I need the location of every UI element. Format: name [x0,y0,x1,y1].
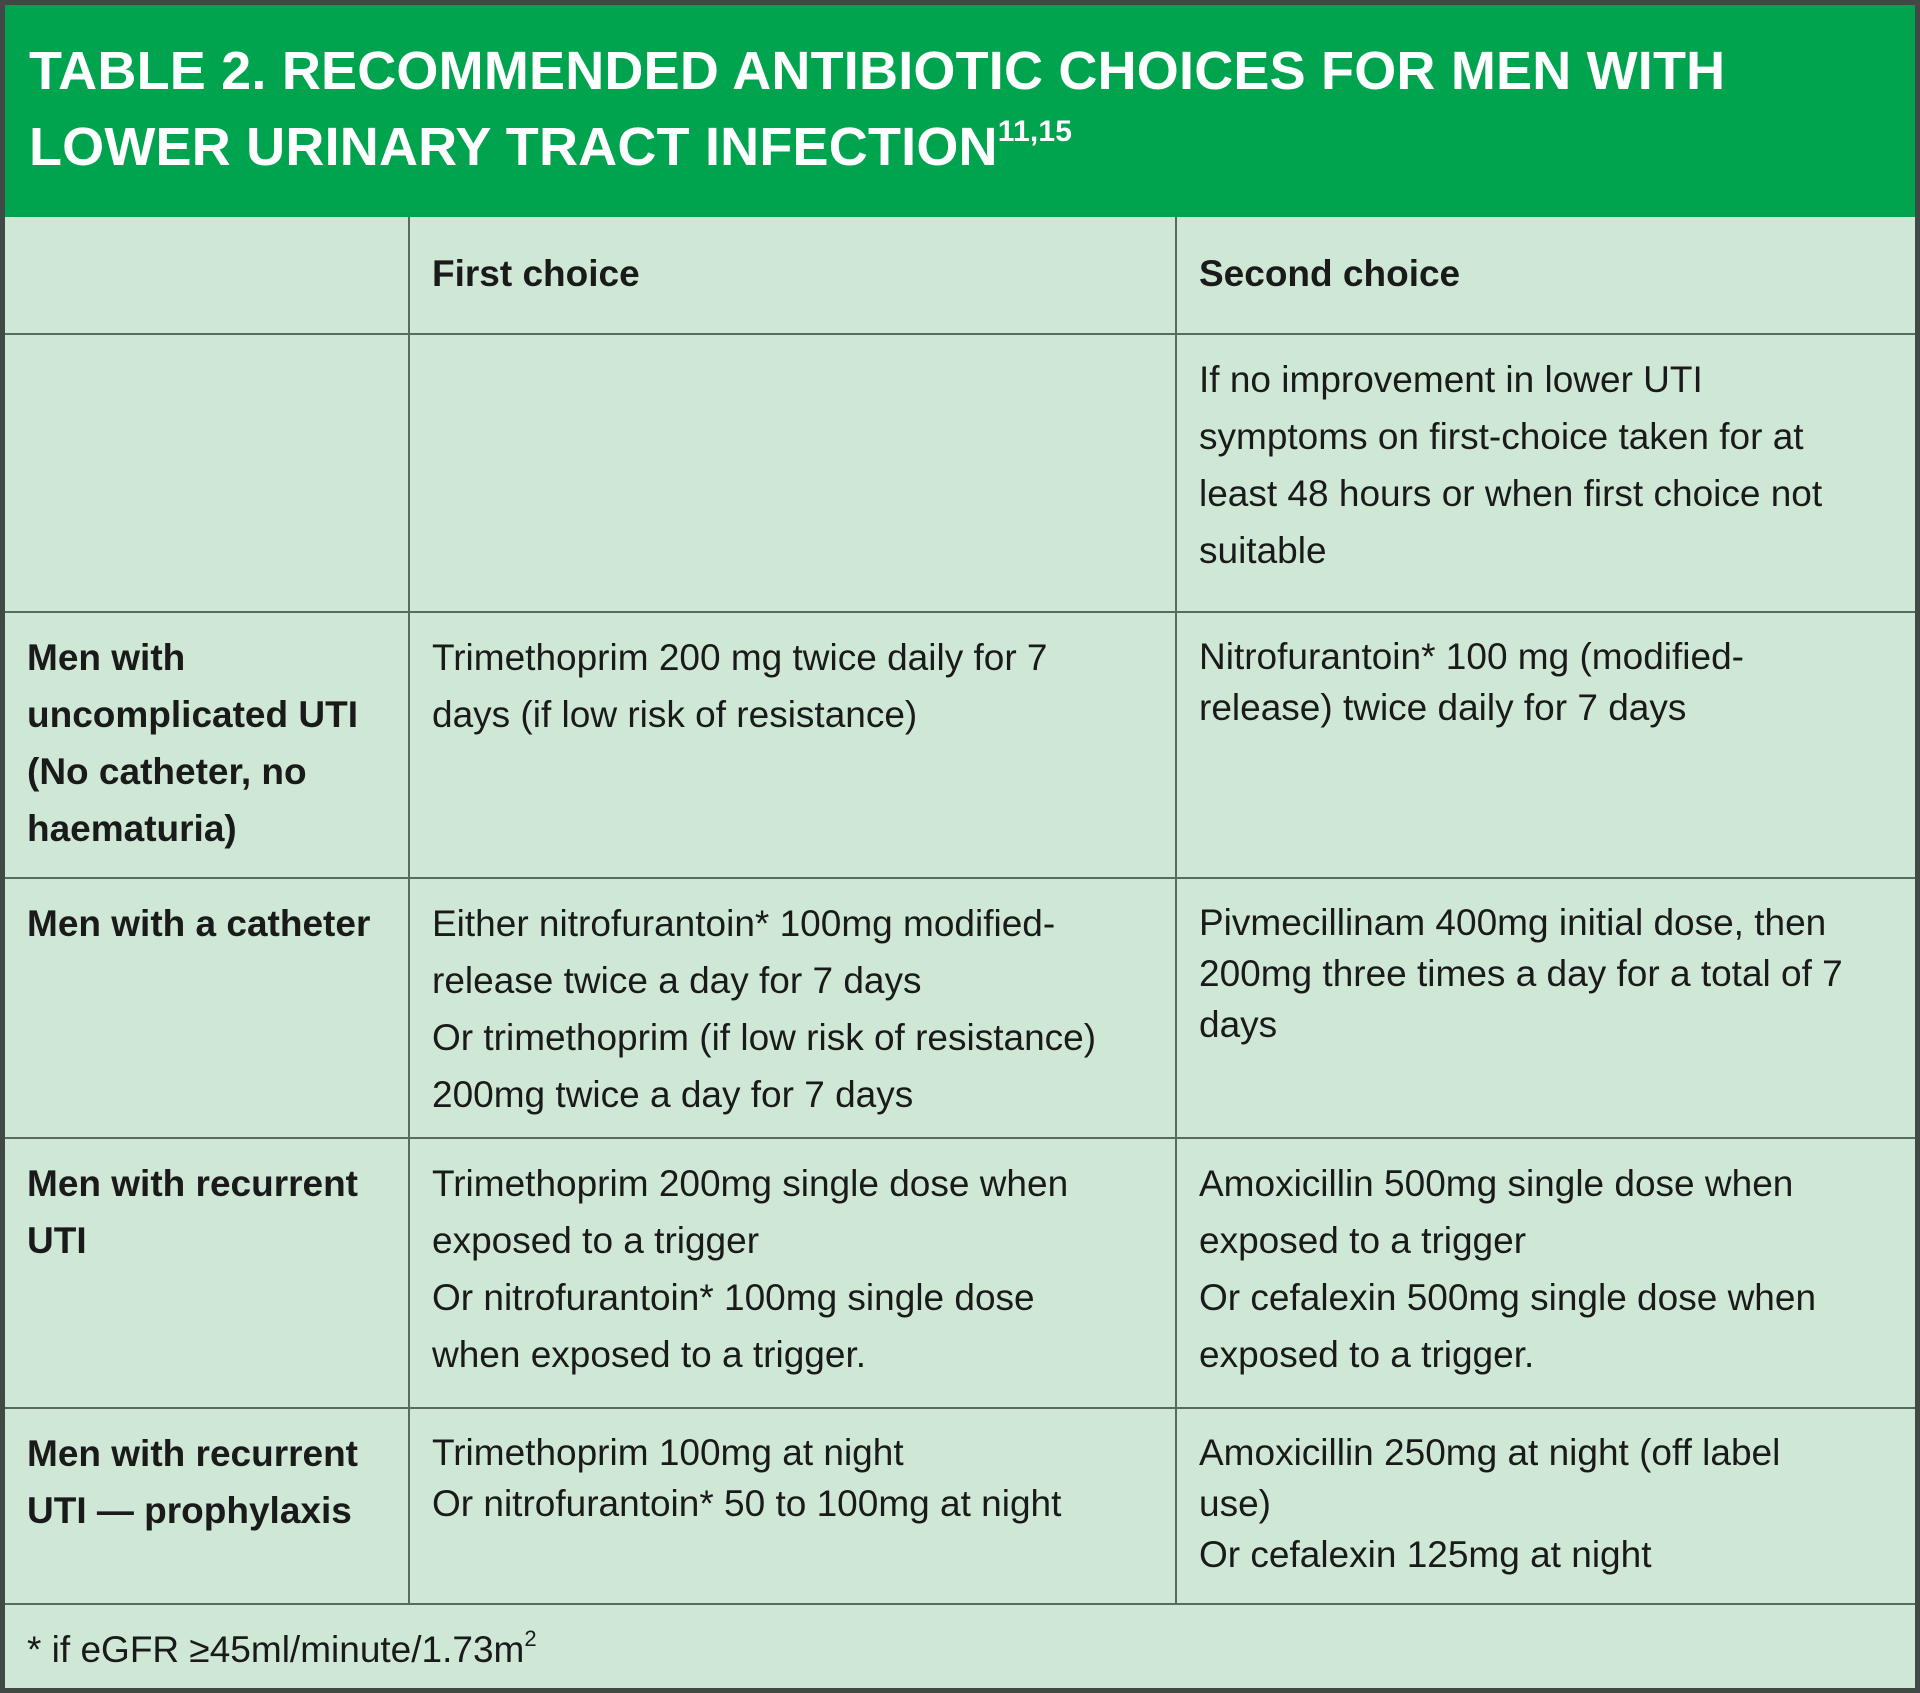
label-line: Men with recurrent [27,1163,358,1204]
table-title [29,33,1891,185]
cell-line: Or trimethoprim (if low risk of resistance) [432,1017,1097,1058]
cell-line: Or nitrofurantoin* 50 to 100mg at night [432,1483,1062,1524]
row-label-recurrent-uti [5,1139,408,1407]
cell-line: 200mg twice a day for 7 days [432,1074,914,1115]
intro-second-choice-note [1177,335,1915,611]
footnote-text: * if eGFR ≥45ml/minute/1.73m [27,1629,525,1670]
intro-cell-label [5,335,408,611]
cell-line: Pivmecillinam 400mg initial dose, then [1199,902,1827,943]
cell-line: Either nitrofurantoin* 100mg modified- [432,903,1056,944]
title-references: 11,15 [997,115,1073,148]
intro-line: suitable [1199,530,1327,571]
cell-line: Amoxicillin 250mg at night (off label [1199,1432,1781,1473]
cell-line: exposed to a trigger [1199,1220,1527,1261]
intro-cell-first [410,335,1175,611]
cell-line: release twice a day for 7 days [432,960,922,1001]
label-line: Men with recurrent [27,1433,358,1474]
label-line: Men with a catheter [27,903,371,944]
row-recurrent-first-choice [410,1139,1175,1407]
row-label-uncomplicated-uti [5,613,408,877]
cell-line: Amoxicillin 500mg single dose when [1199,1163,1794,1204]
antibiotic-table [5,217,1915,1605]
footnote [5,1605,1915,1693]
row-prophylaxis-second-choice [1177,1409,1915,1603]
cell-line: Or cefalexin 125mg at night [1199,1534,1652,1575]
row-prophylaxis-first-choice [410,1409,1175,1603]
title-line-2-text: LOWER URINARY TRACT INFECTION [29,117,998,177]
label-line: UTI — prophylaxis [27,1490,352,1531]
row-label-catheter [5,879,408,1137]
cell-line: Trimethoprim 200mg single dose when [432,1163,1069,1204]
cell-line: days [1199,1004,1278,1045]
cell-line: Nitrofurantoin* 100 mg (modified- [1199,636,1744,677]
title-line-1: TABLE 2. RECOMMENDED ANTIBIOTIC CHOICES FOR MEN WITH [29,41,1726,101]
cell-line: exposed to a trigger [432,1220,760,1261]
cell-line: exposed to a trigger. [1199,1334,1535,1375]
label-line: Men with [27,637,186,678]
header-second-choice: Second choice [1199,253,1461,294]
cell-line: Or nitrofurantoin* 100mg single dose [432,1277,1035,1318]
intro-line: If no improvement in lower UTI [1199,359,1703,400]
label-line: uncomplicated UTI [27,694,358,735]
row-catheter-first-choice [410,879,1175,1137]
cell-line: use) [1199,1483,1271,1524]
header-first-choice: First choice [432,253,640,294]
cell-line: Trimethoprim 200 mg twice daily for 7 [432,637,1048,678]
cell-line: days (if low risk of resistance) [432,694,918,735]
cell-line: Or cefalexin 500mg single dose when [1199,1277,1817,1318]
footnote-superscript: 2 [524,1626,537,1651]
row-catheter-second-choice [1177,879,1915,1137]
cell-line: when exposed to a trigger. [432,1334,867,1375]
title-bar [5,5,1915,217]
label-line: haematuria) [27,808,237,849]
row-recurrent-second-choice [1177,1139,1915,1407]
row-label-prophylaxis [5,1409,408,1603]
label-line: (No catheter, no [27,751,307,792]
row-uncomplicated-second-choice [1177,613,1915,877]
cell-line: 200mg three times a day for a total of 7 [1199,953,1843,994]
title-line-2 [29,109,1891,185]
row-uncomplicated-first-choice [410,613,1175,877]
cell-line: Trimethoprim 100mg at night [432,1432,904,1473]
intro-line: least 48 hours or when first choice not [1199,473,1823,514]
cell-line: release) twice daily for 7 days [1199,687,1687,728]
label-line: UTI [27,1220,87,1261]
intro-line: symptoms on first-choice taken for at [1199,416,1804,457]
header-cell-empty [5,217,408,333]
